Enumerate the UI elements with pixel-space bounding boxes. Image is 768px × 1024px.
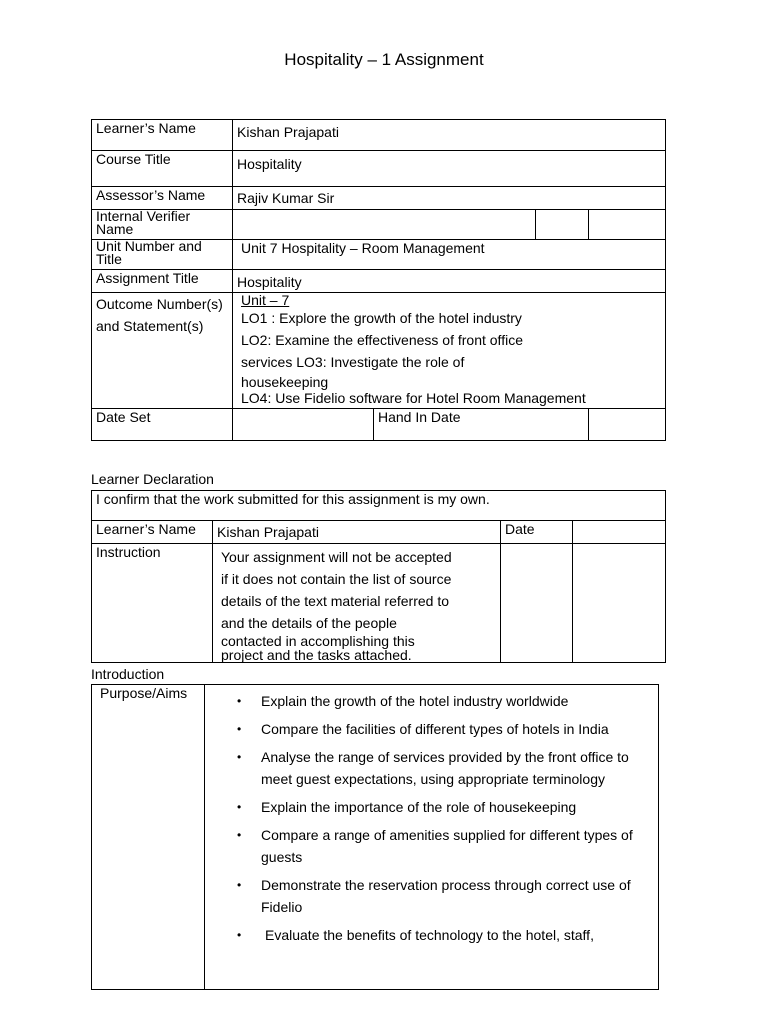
outcome-line: LO4: Use Fidelio software for Hotel Room Management: [241, 390, 586, 406]
instruction-label: Instruction: [92, 544, 213, 663]
table-row: [92, 120, 666, 151]
assignment-title-value: Hospitality: [233, 270, 666, 293]
internal-verifier-value: [233, 210, 536, 240]
purpose-aims-list-cell: [205, 685, 659, 990]
internal-verifier-label: Internal Verifier Name: [92, 210, 233, 240]
assignment-title-label: Assignment Title: [92, 270, 233, 293]
course-title-value: Hospitality: [233, 151, 666, 187]
outcome-statements: [233, 293, 666, 409]
internal-verifier-cell-3: [589, 210, 666, 240]
table-row: [92, 409, 666, 441]
outcome-line: LO1 : Explore the growth of the hotel industry: [241, 310, 522, 326]
declaration-date-label: Date: [501, 521, 573, 544]
course-title-label: Course Title: [92, 151, 233, 187]
table-row: [92, 151, 666, 187]
internal-verifier-cell-2: [536, 210, 589, 240]
table-row: [92, 491, 666, 521]
learner-declaration-heading: Learner Declaration: [91, 471, 214, 487]
table-row: [92, 187, 666, 210]
unit-number-value: Unit 7 Hospitality – Room Management: [233, 240, 666, 270]
assessor-name-value: Rajiv Kumar Sir: [233, 187, 666, 210]
outcome-label: Outcome Number(s) and Statement(s): [92, 293, 233, 409]
instruction-line: and the details of the people: [221, 615, 397, 631]
list-item: • Explain the importance of the role of housekeeping: [261, 796, 652, 818]
learner-name-value: Kishan Prajapati: [233, 120, 666, 151]
instruction-text: [213, 544, 501, 663]
purpose-aims-label: Purpose/Aims: [92, 685, 205, 990]
declaration-learner-name-label: Learner’s Name: [92, 521, 213, 544]
list-item: • Demonstrate the reservation process through correct use of Fidelio: [261, 874, 652, 918]
date-set-value: [233, 409, 374, 441]
outcome-unit: Unit – 7: [241, 292, 290, 308]
unit-number-label: Unit Number and Title: [92, 240, 233, 270]
hand-in-date-label: Hand In Date: [374, 409, 589, 441]
list-item: • Analyse the range of services provided by the front office to meet guest expectations, using appropriate terminology: [261, 746, 652, 790]
aims-list: [235, 690, 652, 946]
learner-declaration-table: [91, 490, 666, 663]
instruction-line: details of the text material referred to: [221, 593, 449, 609]
instruction-line: Your assignment will not be accepted: [221, 549, 452, 565]
declaration-date-value: [573, 521, 666, 544]
assignment-details-table: [91, 119, 666, 441]
page-title: Hospitality – 1 Assignment: [284, 50, 484, 69]
table-row: [92, 270, 666, 293]
introduction-heading: Introduction: [91, 666, 165, 682]
learner-name-label: Learner’s Name: [92, 120, 233, 151]
date-set-label: Date Set: [92, 409, 233, 441]
outcome-line: services LO3: Investigate the role of: [241, 354, 465, 370]
assessor-name-label: Assessor’s Name: [92, 187, 233, 210]
hand-in-date-value: [589, 409, 666, 441]
outcome-line: housekeeping: [241, 374, 329, 390]
declaration-statement: I confirm that the work submitted for this assignment is my own.: [92, 491, 666, 521]
table-row: [92, 293, 666, 409]
list-item: • Compare the facilities of different types of hotels in India: [261, 718, 652, 740]
introduction-table: [91, 684, 659, 990]
outcome-line: LO2: Examine the effectiveness of front office: [241, 332, 523, 348]
table-row: [92, 521, 666, 544]
instruction-line: contacted in accomplishing this: [221, 633, 415, 649]
instruction-line: project and the tasks attached.: [221, 647, 412, 663]
table-row: [92, 544, 666, 663]
list-item: • Compare a range of amenities supplied for different types of guests: [261, 824, 652, 868]
table-row: [92, 240, 666, 270]
instruction-cell-3: [573, 544, 666, 663]
table-row: [92, 685, 659, 990]
instruction-cell-2: [501, 544, 573, 663]
declaration-learner-name-value: Kishan Prajapati: [213, 521, 501, 544]
list-item: • Evaluate the benefits of technology to the hotel, staff,: [261, 924, 652, 946]
list-item: • Explain the growth of the hotel industry worldwide: [261, 690, 652, 712]
instruction-line: if it does not contain the list of source: [221, 571, 452, 587]
table-row: [92, 210, 666, 240]
